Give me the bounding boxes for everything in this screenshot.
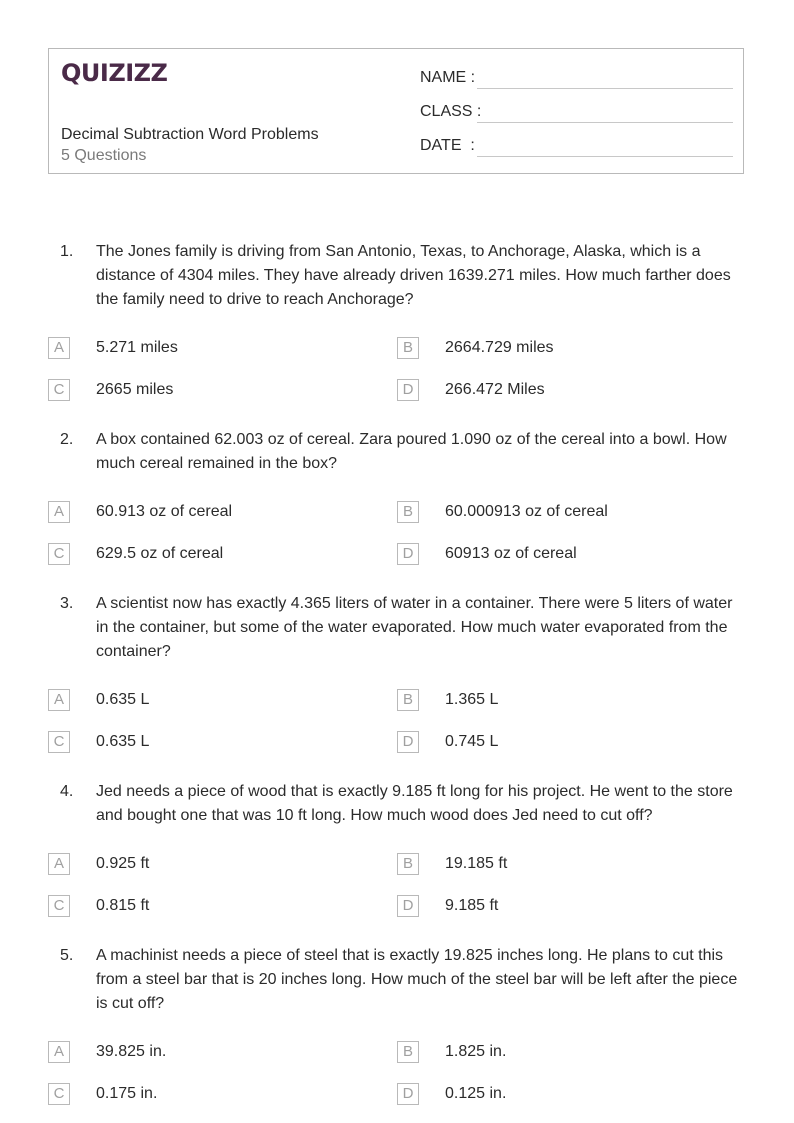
question-text: A scientist now has exactly 4.365 liters of water in a container. There were 5 liters of water in the container, but some of the water evaporated. How much water evaporated from the container? [96,595,733,660]
question-number: 3. [60,595,74,612]
class-label: CLASS : [420,103,482,120]
question-number: 4. [60,783,74,800]
option-text: 0.125 in. [445,1085,507,1102]
option-text: 60.913 oz of cereal [96,503,233,520]
option-letter-box[interactable]: C [48,379,70,401]
option-letter-box[interactable]: C [48,895,70,917]
option-letter-box[interactable]: C [48,1083,70,1105]
option-letter-box[interactable]: A [48,689,70,711]
option-letter-box[interactable]: C [48,731,70,753]
option-text: 0.815 ft [96,897,150,914]
option-letter-box[interactable]: A [48,1041,70,1063]
option-letter-box[interactable]: D [397,543,419,565]
question-count: 5 Questions [61,147,147,164]
worksheet-title: Decimal Subtraction Word Problems [61,126,319,143]
option-text: 60913 oz of cereal [445,545,577,562]
question-number: 2. [60,431,74,448]
option-text: 629.5 oz of cereal [96,545,224,562]
question-text: The Jones family is driving from San Antonio, Texas, to Anchorage, Alaska, which is a distance of 4304 miles. They have already driven 1639.271 miles. How much farther does the family need to drive to reach Anchorage? [96,243,731,308]
option-letter-box[interactable]: C [48,543,70,565]
question-text: A box contained 62.003 oz of cereal. Zara poured 1.090 oz of the cereal into a bowl. How much cereal remained in the box? [96,431,727,472]
question-text: Jed needs a piece of wood that is exactly 9.185 ft long for his project. He went to the store and bought one that was 10 ft long. How much wood does Jed need to cut off? [96,783,733,824]
option-letter-box[interactable]: B [397,853,419,875]
option-text: 0.635 L [96,733,150,750]
option-text: 0.745 L [445,733,499,750]
option-letter-box[interactable]: B [397,501,419,523]
option-letter-box[interactable]: A [48,337,70,359]
worksheet-header [48,48,744,174]
question-text: A machinist needs a piece of steel that is exactly 19.825 inches long. He plans to cut this from a steel bar that is 20 inches long. How much of the steel bar will be left after the piece is cut off? [96,947,738,1012]
option-text: 266.472 Miles [445,381,545,398]
date-label: DATE : [420,137,475,154]
option-letter-box[interactable]: D [397,1083,419,1105]
date-line[interactable] [477,156,733,157]
option-text: 2665 miles [96,381,174,398]
question-number: 5. [60,947,74,964]
class-field[interactable] [420,103,733,123]
option-letter-box[interactable]: D [397,895,419,917]
option-text: 0.175 in. [96,1085,158,1102]
class-line[interactable] [477,122,733,123]
option-text: 5.271 miles [96,339,178,356]
option-letter-box[interactable]: A [48,501,70,523]
option-text: 0.635 L [96,691,150,708]
quizizz-logo: QUIZIZZ [61,59,168,87]
option-letter-box[interactable]: B [397,337,419,359]
option-letter-box[interactable]: D [397,731,419,753]
date-field[interactable] [420,137,733,157]
option-text: 2664.729 miles [445,339,554,356]
question-number: 1. [60,243,74,260]
option-text: 0.925 ft [96,855,150,872]
option-letter-box[interactable]: A [48,853,70,875]
name-field[interactable] [420,69,733,89]
option-letter-box[interactable]: B [397,1041,419,1063]
option-text: 60.000913 oz of cereal [445,503,608,520]
name-line[interactable] [477,88,733,89]
option-text: 9.185 ft [445,897,499,914]
option-letter-box[interactable]: D [397,379,419,401]
option-text: 1.825 in. [445,1043,507,1060]
option-text: 19.185 ft [445,855,508,872]
option-text: 1.365 L [445,691,499,708]
option-letter-box[interactable]: B [397,689,419,711]
option-text: 39.825 in. [96,1043,167,1060]
name-label: NAME : [420,69,476,86]
